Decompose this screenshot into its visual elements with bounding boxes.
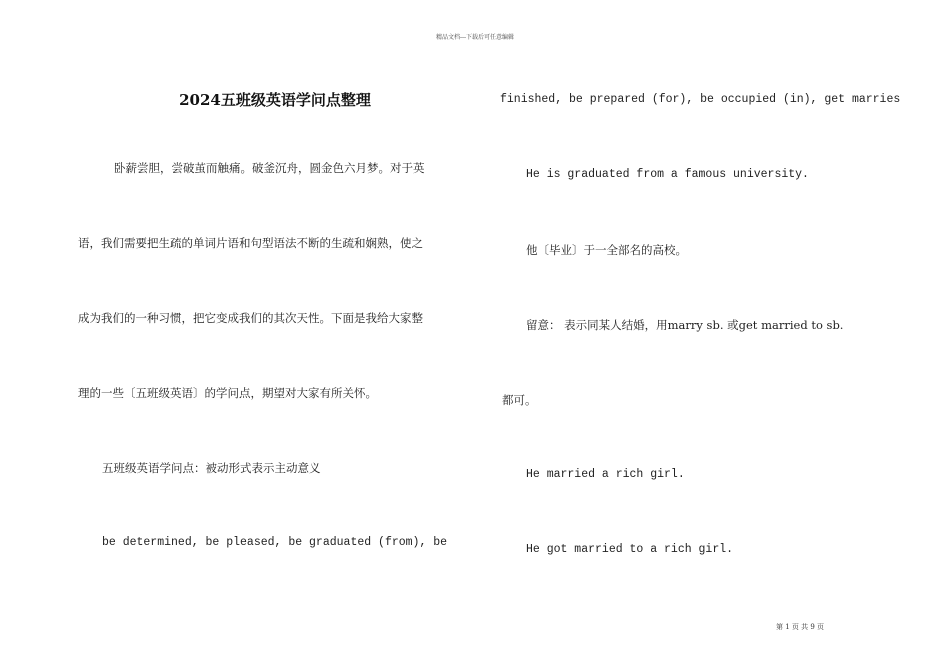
- right-note-line: 留意： 表示同某人结婚，用marry sb. 或get married to sb.: [526, 318, 844, 332]
- left-example-line: be determined, be pleased, be graduated (from), be: [102, 536, 448, 549]
- section-heading-passive-form: 五班级英语学问点：被动形式表示主动意义: [102, 461, 321, 475]
- left-paragraph-line-2: 语，我们需要把生疏的单词片语和句型语法不断的生疏和娴熟，使之: [78, 236, 423, 250]
- right-translation-line: 他〔毕业〕于一全部名的高校。: [526, 243, 687, 257]
- left-paragraph-line-3: 成为我们的一种习惯，把它变成我们的其次天性。下面是我给大家整: [78, 311, 423, 325]
- page-indicator: 第 1 页 共 9 页: [776, 623, 825, 631]
- right-example-line-1: finished, be prepared (for), be occupied (in), get marries: [500, 93, 901, 106]
- right-example-sentence-2: He married a rich girl.: [526, 468, 685, 481]
- left-paragraph-line-4: 理的一些〔五班级英语〕的学问点，期望对大家有所关怀。: [78, 386, 377, 400]
- right-note-continuation: 都可。: [502, 393, 537, 407]
- right-example-sentence-3: He got married to a rich girl.: [526, 543, 734, 556]
- left-paragraph-line-1: 卧薪尝胆，尝破茧而触痛。破釜沉舟，圆金色六月梦。对于英: [114, 161, 425, 175]
- document-title: 2024五班级英语学问点整理: [179, 91, 371, 109]
- right-example-sentence-1: He is graduated from a famous university.: [526, 168, 809, 181]
- header-note: 精品文档---下载后可任意编辑: [435, 34, 515, 41]
